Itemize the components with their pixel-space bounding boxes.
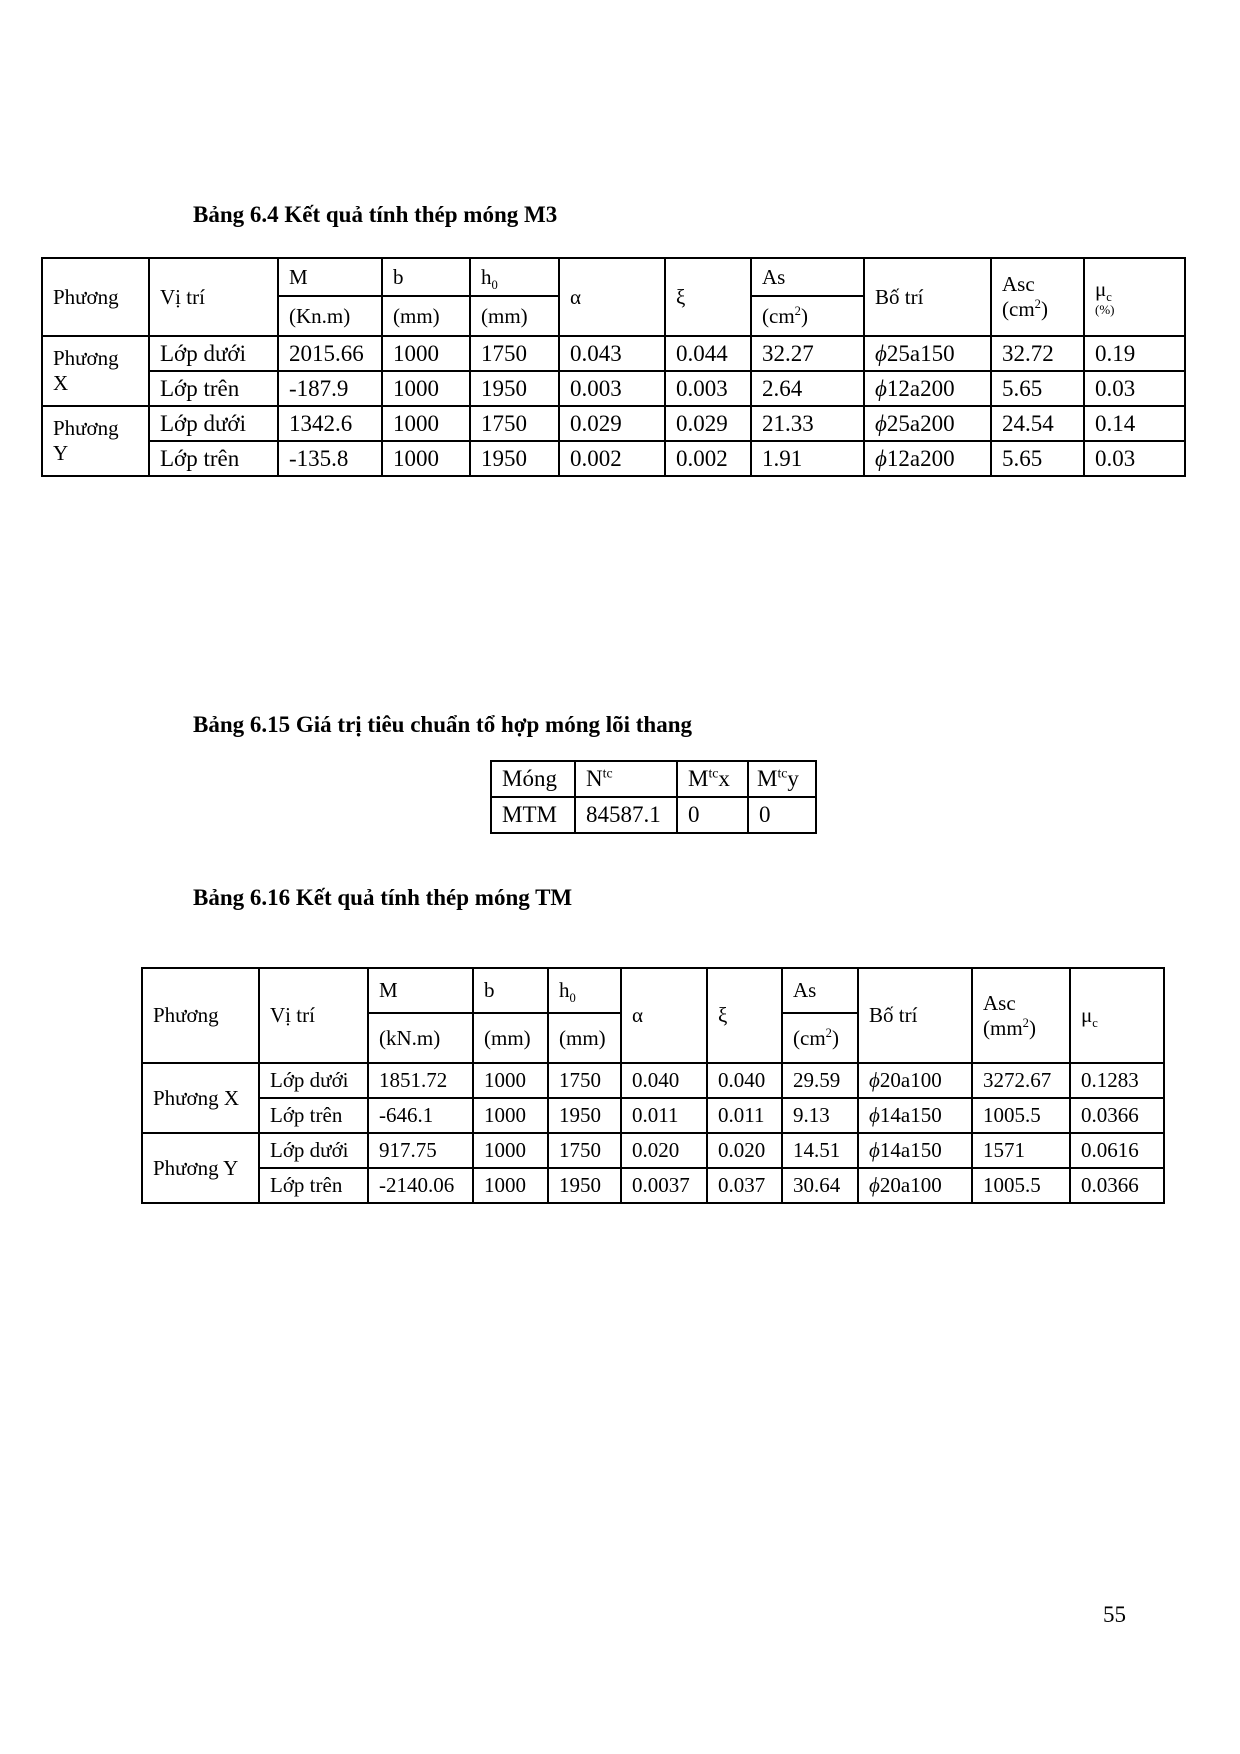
header-bo-tri: Bố trí	[858, 968, 972, 1063]
cell-mu: 0.0366	[1070, 1098, 1164, 1133]
header-mu: $\mu_c$ (%)	[1084, 258, 1185, 336]
cell-asc: 1005.5	[972, 1168, 1070, 1203]
cell-alpha: 0.043	[559, 336, 665, 371]
unit-b: (mm)	[382, 296, 470, 336]
cell-h0: 1750	[548, 1133, 621, 1168]
header-h0: $h_0$	[470, 258, 559, 296]
header-xi: ξ	[665, 258, 751, 336]
cell-b: 1000	[382, 406, 470, 441]
header-n: $N^{tc}$	[575, 761, 677, 797]
header-phuong: Phương	[142, 968, 259, 1063]
unit-b: (mm)	[473, 1013, 548, 1063]
cell-alpha: 0.0037	[621, 1168, 707, 1203]
header-asc: Asc $(mm^2)$	[972, 968, 1070, 1063]
cell-alpha: 0.011	[621, 1098, 707, 1133]
table3-caption: Bảng 6.16 Kết quả tính thép móng TM	[193, 885, 573, 910]
cell-m: -135.8	[278, 441, 382, 476]
cell-mu: 0.03	[1084, 441, 1185, 476]
header-m: M	[278, 258, 382, 296]
table1-steel-results-m3	[41, 257, 1186, 477]
cell-as: 32.27	[751, 336, 864, 371]
table-row	[42, 441, 1185, 476]
table3-header-row	[142, 968, 1164, 1013]
cell-alpha: 0.029	[559, 406, 665, 441]
cell-bo-tri: ϕ25a150	[864, 336, 991, 371]
cell-xi: 0.037	[707, 1168, 782, 1203]
table2-standard-combination	[490, 760, 817, 834]
cell-bo-tri: ϕ25a200	[864, 406, 991, 441]
cell-alpha: 0.003	[559, 371, 665, 406]
cell-mu: 0.0366	[1070, 1168, 1164, 1203]
cell-asc: 32.72	[991, 336, 1084, 371]
table2-header-row	[491, 761, 816, 797]
cell-as: 21.33	[751, 406, 864, 441]
cell-as: 2.64	[751, 371, 864, 406]
table2-caption: Bảng 6.15 Giá trị tiêu chuẩn tổ hợp móng lõi thang	[193, 712, 693, 737]
cell-bo-tri: ϕ12a200	[864, 441, 991, 476]
cell-alpha: 0.040	[621, 1063, 707, 1098]
header-bo-tri: Bố trí	[864, 258, 991, 336]
cell-as: 30.64	[782, 1168, 858, 1203]
cell-alpha: 0.002	[559, 441, 665, 476]
cell-h0: 1750	[548, 1063, 621, 1098]
unit-h0: (mm)	[548, 1013, 621, 1063]
cell-xi: 0.044	[665, 336, 751, 371]
cell-b: 1000	[473, 1168, 548, 1203]
header-asc: Asc $(cm^2)$	[991, 258, 1084, 336]
cell-m: 2015.66	[278, 336, 382, 371]
table1-header-row	[42, 258, 1185, 296]
cell-h0: 1950	[548, 1098, 621, 1133]
header-mong: Móng	[491, 761, 575, 797]
unit-m: (Kn.m)	[278, 296, 382, 336]
table-row	[142, 1098, 1164, 1133]
cell-vi-tri: Lớp trên	[149, 441, 278, 476]
cell-bo-tri: ϕ14a150	[858, 1098, 972, 1133]
header-my: $M^{tc}y$	[748, 761, 816, 797]
header-mu: $\mu_c$	[1070, 968, 1164, 1063]
cell-b: 1000	[473, 1133, 548, 1168]
header-b: b	[473, 968, 548, 1013]
cell-asc: 1005.5	[972, 1098, 1070, 1133]
cell-asc: 5.65	[991, 371, 1084, 406]
table-row	[42, 336, 1185, 371]
cell-bo-tri: ϕ14a150	[858, 1133, 972, 1168]
cell-h0: 1950	[470, 441, 559, 476]
table-row	[142, 1063, 1164, 1098]
header-alpha: α	[621, 968, 707, 1063]
cell-b: 1000	[473, 1098, 548, 1133]
cell-m: -2140.06	[368, 1168, 473, 1203]
cell-as: 29.59	[782, 1063, 858, 1098]
cell-mu: 0.03	[1084, 371, 1185, 406]
header-as: As	[751, 258, 864, 296]
cell-xi: 0.040	[707, 1063, 782, 1098]
cell-vi-tri: Lớp dưới	[259, 1133, 368, 1168]
header-h0: $h_0$	[548, 968, 621, 1013]
header-b: b	[382, 258, 470, 296]
cell-mong: MTM	[491, 797, 575, 833]
header-m: M	[368, 968, 473, 1013]
cell-mu: 0.1283	[1070, 1063, 1164, 1098]
cell-xi: 0.002	[665, 441, 751, 476]
cell-my: 0	[748, 797, 816, 833]
cell-xi: 0.011	[707, 1098, 782, 1133]
cell-h0: 1950	[548, 1168, 621, 1203]
table-row	[142, 1133, 1164, 1168]
cell-b: 1000	[382, 441, 470, 476]
cell-xi: 0.020	[707, 1133, 782, 1168]
header-phuong: Phương	[42, 258, 149, 336]
cell-asc: 24.54	[991, 406, 1084, 441]
cell-vi-tri: Lớp dưới	[149, 336, 278, 371]
cell-asc: 5.65	[991, 441, 1084, 476]
cell-vi-tri: Lớp dưới	[259, 1063, 368, 1098]
cell-vi-tri: Lớp trên	[259, 1168, 368, 1203]
table-row	[42, 406, 1185, 441]
cell-n: 84587.1	[575, 797, 677, 833]
unit-h0: (mm)	[470, 296, 559, 336]
cell-h0: 1750	[470, 406, 559, 441]
cell-m: 1851.72	[368, 1063, 473, 1098]
cell-xi: 0.003	[665, 371, 751, 406]
group-label-x: Phương X	[42, 336, 149, 406]
group-label-x: Phương X	[142, 1063, 259, 1133]
unit-as: $(cm^2)$	[782, 1013, 858, 1063]
cell-h0: 1750	[470, 336, 559, 371]
table3-steel-results-tm	[141, 967, 1165, 1204]
table1-caption: Bảng 6.4 Kết quả tính thép móng M3	[193, 202, 558, 227]
table-row	[42, 371, 1185, 406]
page-number: 55	[1103, 1602, 1126, 1627]
group-label-y: Phương Y	[142, 1133, 259, 1203]
header-as: As	[782, 968, 858, 1013]
group-label-y: Phương Y	[42, 406, 149, 476]
cell-alpha: 0.020	[621, 1133, 707, 1168]
cell-m: 917.75	[368, 1133, 473, 1168]
cell-h0: 1950	[470, 371, 559, 406]
cell-b: 1000	[382, 336, 470, 371]
cell-vi-tri: Lớp trên	[149, 371, 278, 406]
cell-mx: 0	[677, 797, 748, 833]
cell-asc: 3272.67	[972, 1063, 1070, 1098]
header-vi-tri: Vị trí	[149, 258, 278, 336]
header-mx: $M^{tc}x$	[677, 761, 748, 797]
cell-vi-tri: Lớp dưới	[149, 406, 278, 441]
cell-b: 1000	[382, 371, 470, 406]
cell-bo-tri: ϕ12a200	[864, 371, 991, 406]
cell-bo-tri: ϕ20a100	[858, 1063, 972, 1098]
table-row	[142, 1168, 1164, 1203]
cell-bo-tri: ϕ20a100	[858, 1168, 972, 1203]
header-alpha: α	[559, 258, 665, 336]
cell-m: -187.9	[278, 371, 382, 406]
cell-asc: 1571	[972, 1133, 1070, 1168]
cell-xi: 0.029	[665, 406, 751, 441]
table-row	[491, 797, 816, 833]
cell-mu: 0.0616	[1070, 1133, 1164, 1168]
header-vi-tri: Vị trí	[259, 968, 368, 1063]
cell-as: 9.13	[782, 1098, 858, 1133]
header-xi: ξ	[707, 968, 782, 1063]
cell-m: -646.1	[368, 1098, 473, 1133]
cell-mu: 0.19	[1084, 336, 1185, 371]
unit-m: (kN.m)	[368, 1013, 473, 1063]
cell-m: 1342.6	[278, 406, 382, 441]
cell-as: 14.51	[782, 1133, 858, 1168]
cell-as: 1.91	[751, 441, 864, 476]
cell-b: 1000	[473, 1063, 548, 1098]
cell-mu: 0.14	[1084, 406, 1185, 441]
cell-vi-tri: Lớp trên	[259, 1098, 368, 1133]
unit-as: $(cm^2)$	[751, 296, 864, 336]
